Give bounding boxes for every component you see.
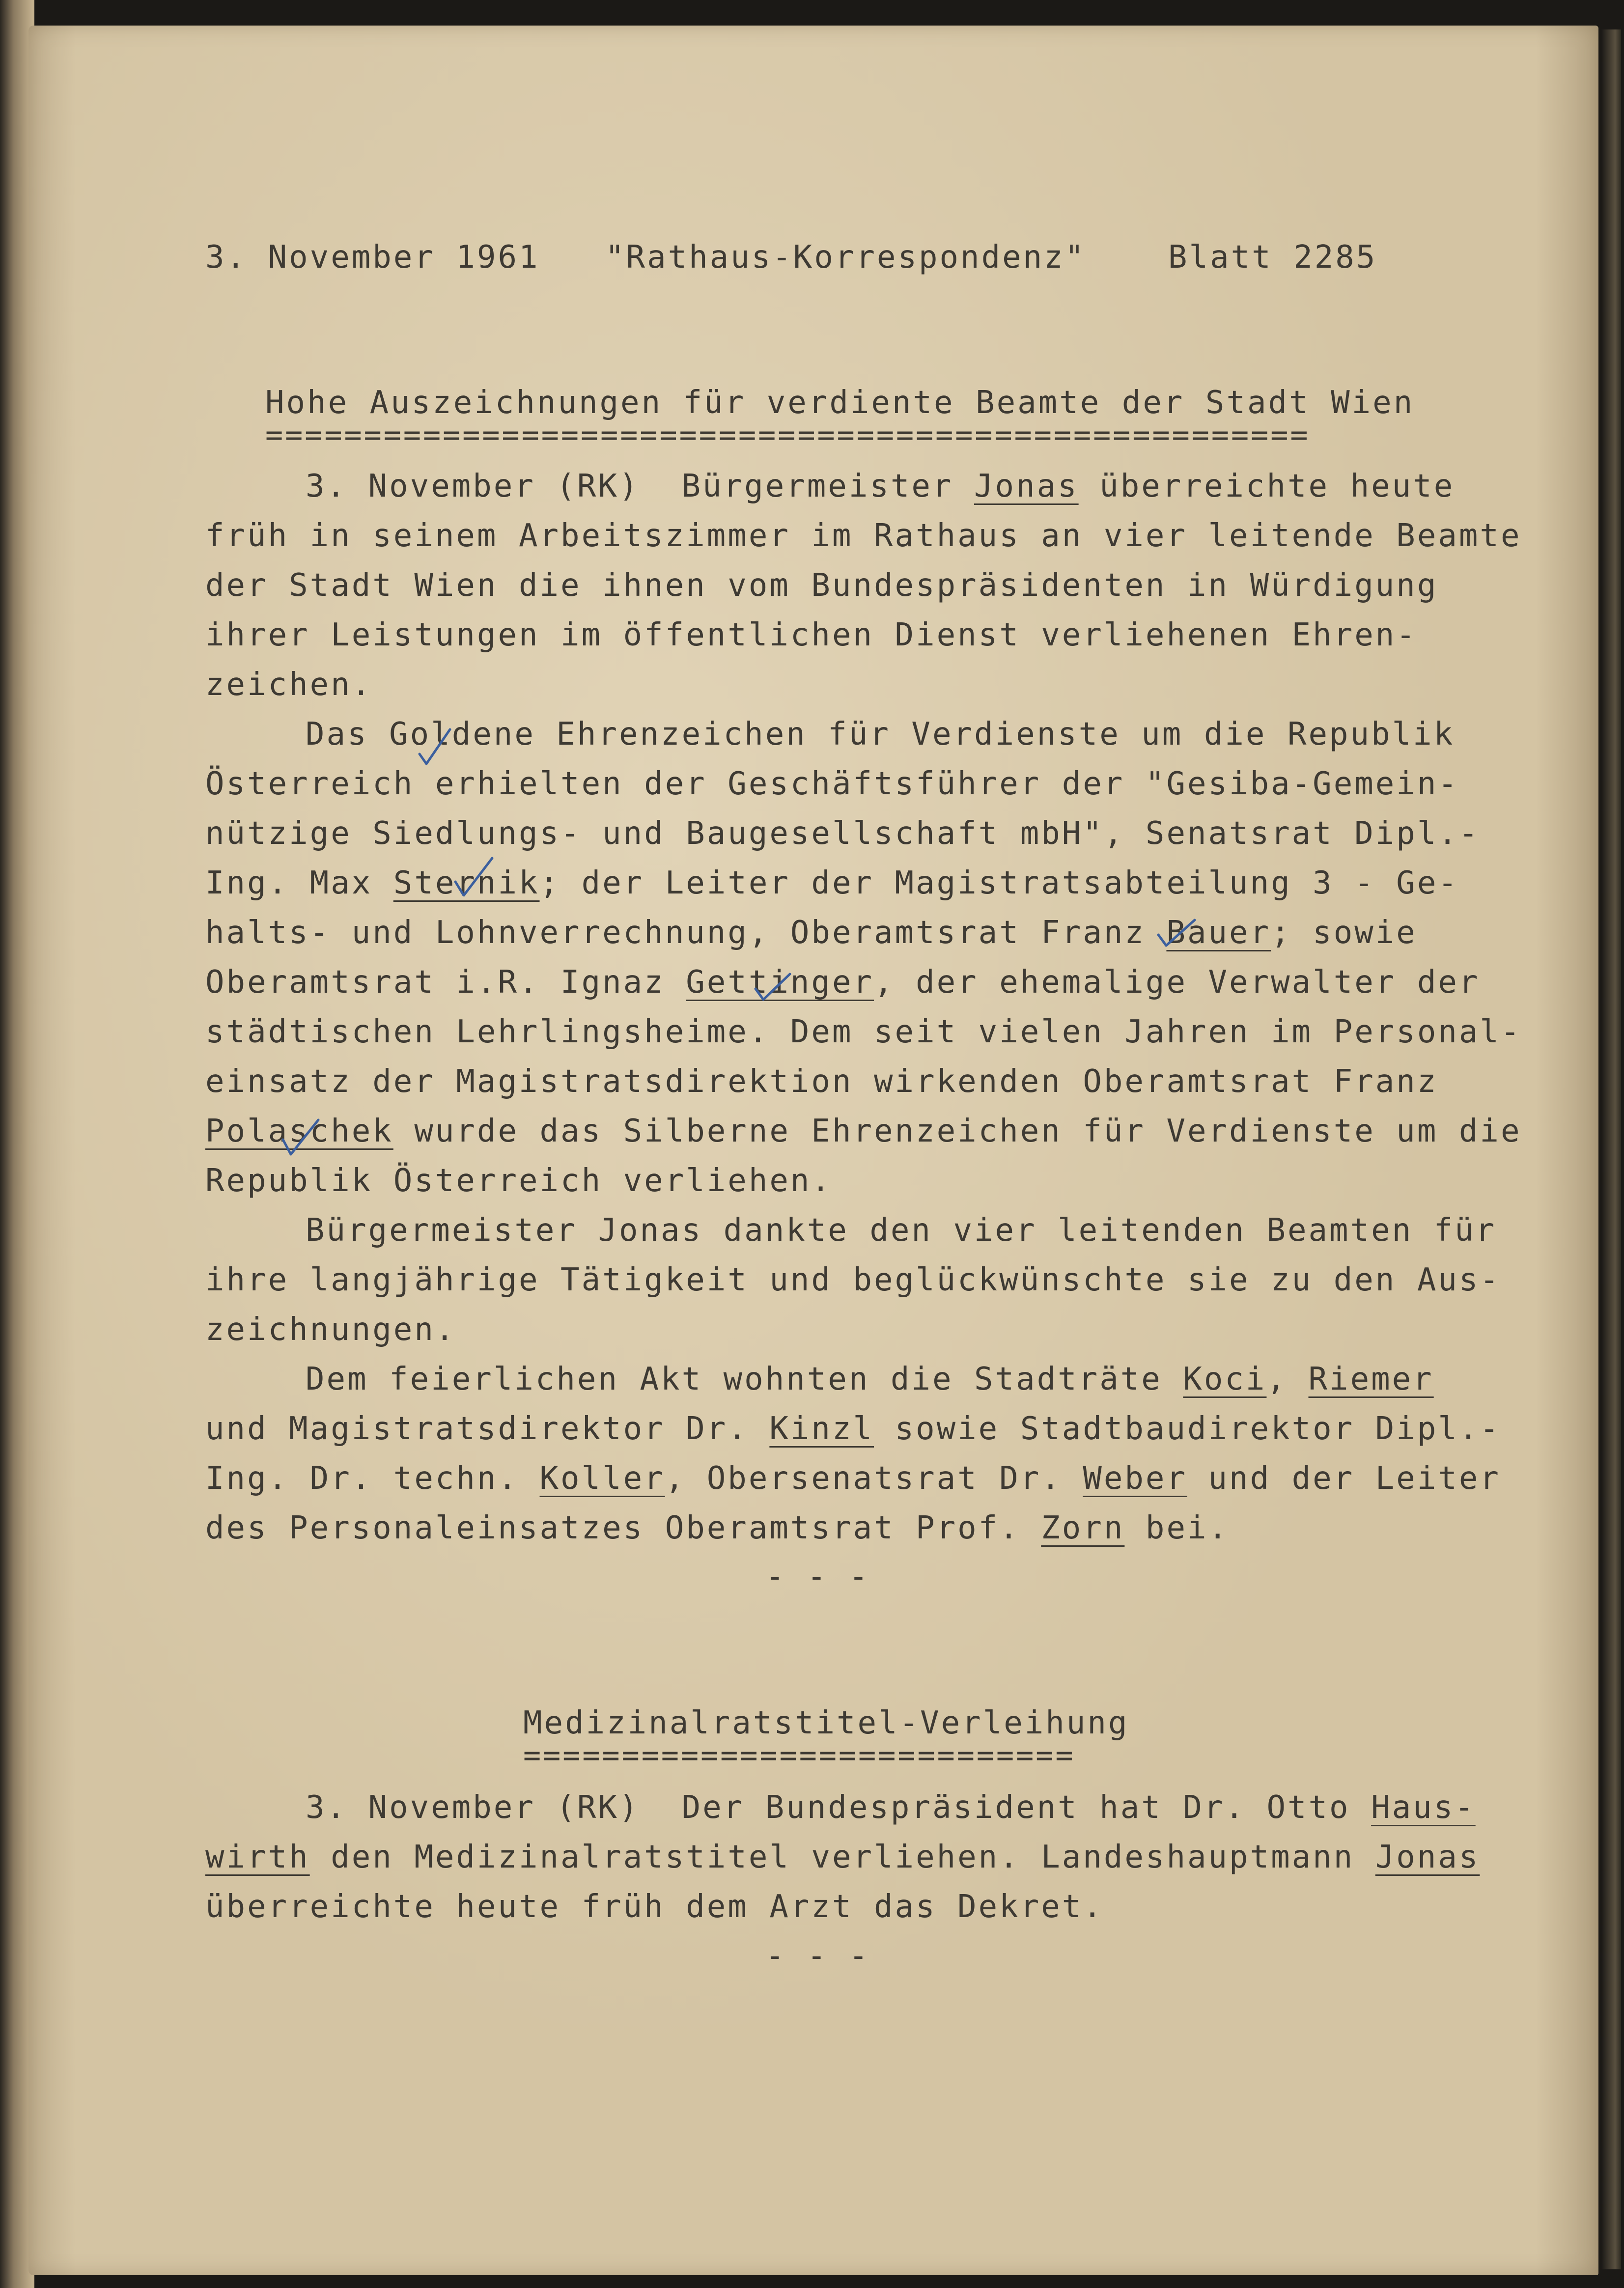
article1-line: nützige Siedlungs- und Baugesellschaft mbH", Senatsrat Dipl.- bbox=[205, 815, 1480, 852]
header-publication: "Rathaus-Korrespondenz" bbox=[605, 239, 1086, 276]
article1-line: städtischen Lehrlingsheime. Dem seit vielen Jahren im Personal- bbox=[205, 1014, 1522, 1050]
article2-title: Medizinalratstitel-Verleihung bbox=[523, 1705, 1129, 1741]
underlined-name: Zorn bbox=[1041, 1510, 1125, 1546]
check-mark-icon bbox=[279, 1115, 323, 1159]
underlined-name: Kinzl bbox=[769, 1411, 874, 1447]
underlined-name: Sternik bbox=[393, 865, 540, 901]
article1-line: des Personaleinsatzes Oberamtsrat Prof. Zorn bei. bbox=[205, 1510, 1230, 1546]
article1-line: einsatz der Magistratsdirektion wirkenden Oberamtsrat Franz bbox=[205, 1063, 1438, 1100]
article1-title-rule: ===================================================== bbox=[265, 420, 1310, 450]
underlined-name: Polaschek bbox=[205, 1113, 393, 1149]
check-mark-icon bbox=[1154, 911, 1199, 955]
check-mark-icon bbox=[416, 725, 460, 769]
article2-line: 3. November (RK) Der Bundespräsident hat Dr. Otto Haus- bbox=[306, 1789, 1476, 1826]
article1-line: der Stadt Wien die ihnen vom Bundespräsidenten in Würdigung bbox=[205, 567, 1438, 604]
article1-line: Polaschek wurde das Silberne Ehrenzeichen für Verdienste um die bbox=[205, 1113, 1522, 1149]
underlined-name: Haus- bbox=[1371, 1789, 1476, 1826]
article2-line: wirth den Medizinalratstitel verliehen. Landeshauptmann Jonas bbox=[205, 1839, 1480, 1875]
article1-line: Ing. Dr. techn. Koller, Obersenatsrat Dr. Weber und der Leiter bbox=[205, 1460, 1501, 1497]
check-mark-icon bbox=[453, 852, 497, 896]
article1-separator: - - - bbox=[765, 1559, 870, 1595]
check-mark-icon bbox=[752, 965, 796, 1009]
article1-title: Hohe Auszeichnungen für verdiente Beamte der Stadt Wien bbox=[265, 385, 1415, 421]
underlined-name: Bauer bbox=[1166, 915, 1271, 951]
article1-line: halts- und Lohnverrechnung, Oberamtsrat Franz Bauer; sowie bbox=[205, 915, 1417, 951]
underlined-name: Gettinger bbox=[686, 964, 874, 1001]
article1-line: Dem feierlichen Akt wohnten die Stadträte Koci, Riemer bbox=[306, 1361, 1434, 1397]
article1-line: früh in seinem Arbeitszimmer im Rathaus an vier leitende Beamte bbox=[205, 518, 1522, 554]
article1-line: Österreich erhielten der Geschäftsführer der "Gesiba-Gemein- bbox=[205, 766, 1459, 802]
article1-line: ihre langjährige Tätigkeit und beglückwünschte sie zu den Aus- bbox=[205, 1262, 1501, 1298]
article1-line: Das Goldene Ehrenzeichen für Verdienste um die Republik bbox=[306, 716, 1455, 753]
article2-separator: - - - bbox=[765, 1938, 870, 1974]
article1-line: 3. November (RK) Bürgermeister Jonas überreichte heute bbox=[306, 468, 1455, 504]
article1-line: Bürgermeister Jonas dankte den vier leitenden Beamten für bbox=[306, 1212, 1497, 1249]
article1-line: Ing. Max Sternik; der Leiter der Magistratsabteilung 3 - Ge- bbox=[205, 865, 1459, 901]
page-right-edge bbox=[1601, 29, 1621, 2269]
article1-line: Oberamtsrat i.R. Ignaz Gettinger, der ehemalige Verwalter der bbox=[205, 964, 1480, 1001]
underlined-name: Koci bbox=[1183, 1361, 1267, 1397]
underlined-name: Koller bbox=[539, 1460, 665, 1497]
header-date: 3. November 1961 bbox=[205, 239, 540, 276]
underlined-name: Riemer bbox=[1308, 1361, 1434, 1397]
underlined-name: Jonas bbox=[1375, 1839, 1480, 1875]
underlined-name: wirth bbox=[205, 1839, 310, 1875]
underlined-name: Weber bbox=[1083, 1460, 1187, 1497]
article2-line: überreichte heute früh dem Arzt das Dekret. bbox=[205, 1889, 1104, 1925]
article2-title-rule: ============================ bbox=[523, 1741, 1075, 1770]
header-sheet-number: Blatt 2285 bbox=[1168, 239, 1377, 276]
article1-line: ihrer Leistungen im öffentlichen Dienst verliehenen Ehren- bbox=[205, 617, 1417, 653]
article1-line: Republik Österreich verliehen. bbox=[205, 1163, 832, 1199]
article1-line: und Magistratsdirektor Dr. Kinzl sowie Stadtbaudirektor Dipl.- bbox=[205, 1411, 1501, 1447]
underlined-name: Jonas bbox=[974, 468, 1079, 504]
article1-line: zeichnungen. bbox=[205, 1311, 456, 1348]
article1-line: zeichen. bbox=[205, 667, 373, 703]
